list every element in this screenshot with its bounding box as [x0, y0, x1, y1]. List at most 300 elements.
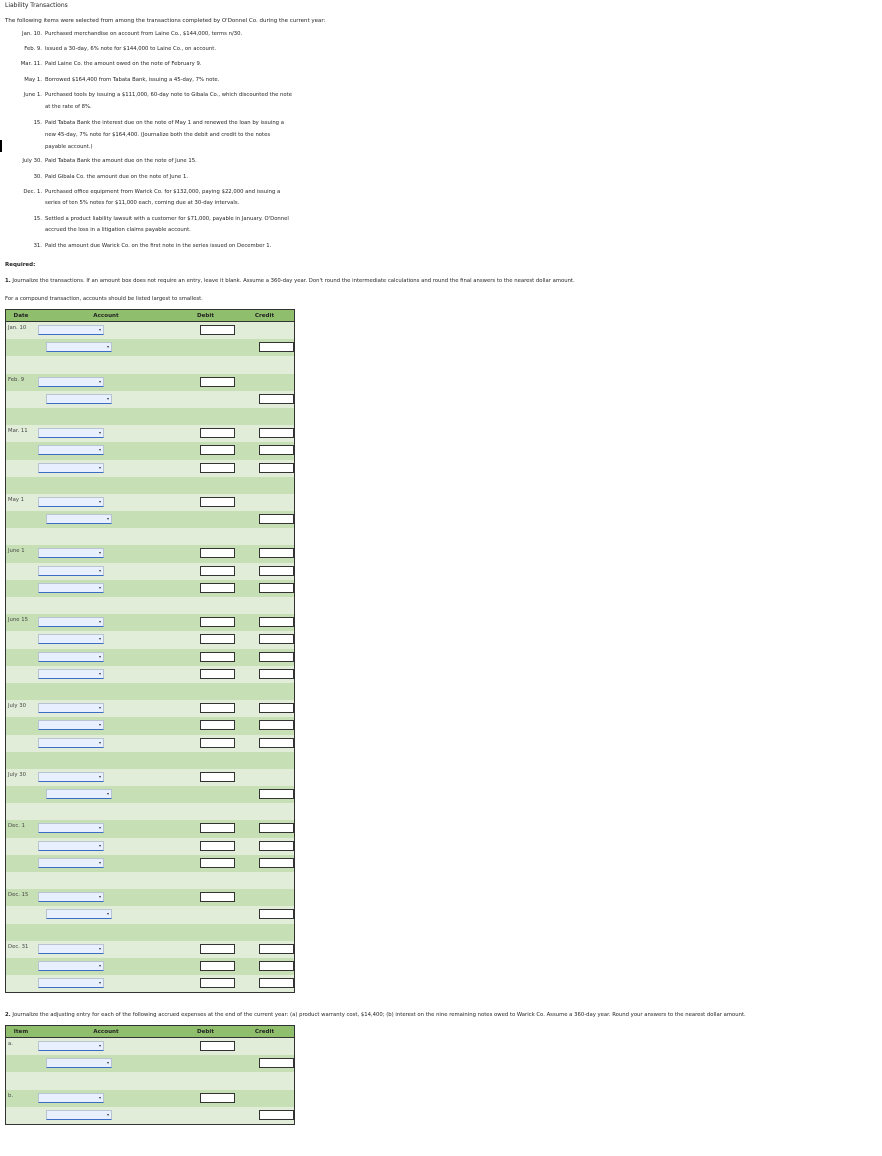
credit-input[interactable] — [259, 738, 294, 748]
journal-row — [6, 803, 295, 820]
credit-input[interactable] — [259, 1110, 294, 1120]
chevron-down-icon: ▾ — [106, 911, 109, 917]
account-select[interactable] — [38, 703, 104, 713]
date-cell — [6, 339, 37, 356]
transaction-line — [20, 58, 202, 70]
credit-cell — [235, 614, 295, 631]
journal-row — [6, 838, 295, 855]
debit-cell — [176, 631, 235, 648]
debit-input[interactable] — [200, 445, 235, 455]
debit-cell — [176, 614, 235, 631]
debit-input[interactable] — [200, 720, 235, 730]
transaction-text: Issued a 30-day, 6% note for $144,000 to Laine Co., on account. — [45, 46, 216, 52]
journal-row — [6, 1107, 295, 1125]
credit-input[interactable] — [259, 342, 294, 352]
transaction-date: May 1. — [24, 77, 42, 83]
credit-input[interactable] — [259, 823, 294, 833]
account-select[interactable] — [38, 961, 104, 971]
credit-cell — [235, 786, 295, 803]
account-cell — [36, 717, 176, 734]
chevron-down-icon: ▾ — [98, 705, 101, 711]
debit-cell — [176, 906, 235, 923]
account-cell — [36, 374, 176, 391]
credit-input[interactable] — [259, 514, 294, 524]
account-select[interactable] — [38, 325, 104, 335]
transaction-date: July 30. — [22, 158, 42, 164]
date-cell — [6, 838, 37, 855]
journal-row — [6, 1090, 295, 1107]
part2-instruction — [5, 1012, 746, 1018]
account-select[interactable] — [38, 738, 104, 748]
debit-input[interactable] — [200, 823, 235, 833]
credit-cell — [235, 666, 295, 683]
credit-input[interactable] — [259, 1058, 294, 1068]
credit-input[interactable] — [259, 548, 294, 558]
account-select[interactable] — [38, 978, 104, 988]
debit-cell — [176, 477, 235, 494]
credit-cell — [235, 460, 295, 477]
credit-cell — [235, 769, 295, 786]
chevron-down-icon: ▾ — [98, 670, 101, 676]
journal-row — [6, 597, 295, 614]
debit-cell — [176, 941, 235, 958]
debit-input[interactable] — [200, 892, 235, 902]
chevron-down-icon: ▾ — [106, 1111, 109, 1117]
date-cell — [6, 649, 37, 666]
journal-row — [6, 408, 295, 425]
debit-input[interactable] — [200, 634, 235, 644]
chevron-down-icon: ▾ — [106, 344, 109, 350]
debit-cell — [176, 752, 235, 769]
credit-input[interactable] — [259, 789, 294, 799]
account-select[interactable] — [46, 909, 112, 919]
account-select[interactable] — [38, 841, 104, 851]
date-cell — [6, 356, 37, 373]
credit-cell — [235, 855, 295, 872]
date-cell — [6, 769, 37, 786]
debit-input[interactable] — [200, 497, 235, 507]
journal-row — [6, 563, 295, 580]
account-cell — [36, 356, 176, 373]
credit-input[interactable] — [259, 583, 294, 593]
credit-input[interactable] — [259, 909, 294, 919]
chevron-down-icon: ▾ — [98, 859, 101, 865]
journal-row — [6, 941, 295, 958]
entry-date-label: June 15 — [8, 617, 28, 624]
credit-cell — [235, 631, 295, 648]
debit-cell — [176, 374, 235, 391]
chevron-down-icon: ▾ — [98, 567, 101, 573]
debit-cell — [176, 460, 235, 477]
credit-cell — [235, 735, 295, 752]
credit-cell — [235, 1038, 295, 1056]
debit-input[interactable] — [200, 738, 235, 748]
account-cell — [36, 786, 176, 803]
account-cell — [36, 460, 176, 477]
date-cell — [6, 958, 37, 975]
debit-input[interactable] — [200, 978, 235, 988]
journal-row — [6, 460, 295, 477]
date-cell — [6, 580, 37, 597]
date-cell — [6, 924, 37, 941]
credit-cell — [235, 374, 295, 391]
debit-input[interactable] — [200, 703, 235, 713]
account-cell — [36, 631, 176, 648]
journal-row — [6, 528, 295, 545]
credit-input[interactable] — [259, 961, 294, 971]
credit-cell — [235, 339, 295, 356]
debit-cell — [176, 391, 235, 408]
journal-row — [6, 735, 295, 752]
debit-cell — [176, 769, 235, 786]
account-cell — [36, 735, 176, 752]
transaction-text: at the rate of 8%. — [45, 104, 92, 110]
transaction-date: Dec. 1. — [23, 189, 42, 195]
date-cell — [6, 975, 37, 993]
date-cell — [6, 700, 37, 717]
transaction-line — [23, 89, 292, 101]
date-cell — [6, 855, 37, 872]
journal-row — [6, 356, 295, 373]
debit-cell — [176, 425, 235, 442]
credit-cell — [235, 425, 295, 442]
part1-number: 1. — [5, 278, 11, 284]
journal-row — [6, 872, 295, 889]
account-select[interactable] — [38, 772, 104, 782]
date-cell — [6, 597, 37, 614]
date-cell — [6, 528, 37, 545]
transaction-line — [33, 171, 189, 183]
account-select[interactable] — [38, 497, 104, 507]
date-cell — [6, 1055, 37, 1072]
account-cell — [36, 855, 176, 872]
account-cell — [36, 906, 176, 923]
transaction-line — [33, 117, 284, 129]
credit-input[interactable] — [259, 841, 294, 851]
journal-row — [6, 752, 295, 769]
credit-cell — [235, 752, 295, 769]
debit-cell — [176, 442, 235, 459]
credit-cell — [235, 511, 295, 528]
transaction-line — [22, 28, 243, 40]
journal-row — [6, 494, 295, 511]
debit-input[interactable] — [200, 652, 235, 662]
chevron-down-icon: ▾ — [98, 619, 101, 625]
account-select[interactable] — [38, 720, 104, 730]
credit-cell — [235, 477, 295, 494]
debit-cell — [176, 889, 235, 906]
debit-cell — [176, 1072, 235, 1089]
page-title: Liability Transactions — [5, 2, 68, 9]
debit-cell — [176, 356, 235, 373]
chevron-down-icon: ▾ — [98, 464, 101, 470]
date-cell — [6, 425, 37, 442]
transaction-date: 15. — [33, 120, 42, 126]
credit-input[interactable] — [259, 858, 294, 868]
transaction-text: Paid Laine Co. the amount owed on the note of February 9. — [45, 61, 202, 67]
transaction-line — [24, 43, 216, 55]
account-select[interactable] — [38, 548, 104, 558]
credit-cell — [235, 872, 295, 889]
account-cell — [36, 889, 176, 906]
date-cell — [6, 408, 37, 425]
debit-input[interactable] — [200, 325, 235, 335]
journal-row — [6, 683, 295, 700]
account-cell — [36, 924, 176, 941]
debit-input[interactable] — [200, 548, 235, 558]
debit-header: Debit — [176, 310, 235, 322]
transaction-line — [45, 224, 191, 236]
debit-input[interactable] — [200, 772, 235, 782]
account-cell — [36, 803, 176, 820]
account-cell — [36, 563, 176, 580]
account-select[interactable] — [38, 445, 104, 455]
transaction-text: Paid the amount due Warick Co. on the first note in the series issued on December 1. — [45, 243, 272, 249]
date-cell — [6, 683, 37, 700]
date-cell — [6, 374, 37, 391]
transaction-text: accrued the loss in a litigation claims payable account. — [45, 227, 191, 233]
date-cell — [6, 803, 37, 820]
transaction-line — [24, 74, 220, 86]
debit-cell — [176, 975, 235, 993]
account-select[interactable] — [38, 583, 104, 593]
debit-cell — [176, 1090, 235, 1107]
account-cell — [36, 752, 176, 769]
transaction-date: Feb. 9. — [24, 46, 42, 52]
account-select[interactable] — [46, 1110, 112, 1120]
entry-date-label: b. — [8, 1092, 14, 1099]
date-cell — [6, 391, 37, 408]
account-select[interactable] — [38, 652, 104, 662]
transaction-line — [33, 240, 272, 252]
debit-cell — [176, 803, 235, 820]
account-select[interactable] — [38, 1041, 104, 1051]
account-cell — [36, 442, 176, 459]
date-cell — [6, 666, 37, 683]
credit-input[interactable] — [259, 617, 294, 627]
transaction-text: Paid Tabata Bank the interest due on the note of May 1 and renewed the loan by issuing a — [45, 120, 284, 126]
chevron-down-icon: ▾ — [106, 791, 109, 797]
credit-cell — [235, 941, 295, 958]
chevron-down-icon: ▾ — [106, 1060, 109, 1066]
journal-row — [6, 1038, 295, 1056]
account-select[interactable] — [38, 892, 104, 902]
credit-input[interactable] — [259, 428, 294, 438]
chevron-down-icon: ▾ — [98, 894, 101, 900]
credit-cell — [235, 545, 295, 562]
credit-input[interactable] — [259, 566, 294, 576]
credit-cell — [235, 356, 295, 373]
transaction-line — [45, 129, 270, 141]
debit-input[interactable] — [200, 617, 235, 627]
credit-cell — [235, 906, 295, 923]
credit-input[interactable] — [259, 944, 294, 954]
credit-cell — [235, 1107, 295, 1125]
journal-row — [6, 545, 295, 562]
credit-cell — [235, 563, 295, 580]
account-select[interactable] — [38, 823, 104, 833]
account-select[interactable] — [38, 858, 104, 868]
debit-input[interactable] — [200, 428, 235, 438]
transaction-date: 15. — [33, 216, 42, 222]
account-select[interactable] — [38, 566, 104, 576]
account-select[interactable] — [38, 617, 104, 627]
date-cell — [6, 906, 37, 923]
debit-input[interactable] — [200, 1041, 235, 1051]
debit-input[interactable] — [200, 669, 235, 679]
transaction-text: Paid Gibala Co. the amount due on the note of June 1. — [45, 174, 189, 180]
account-select[interactable] — [46, 394, 112, 404]
chevron-down-icon: ▾ — [98, 773, 101, 779]
debit-input[interactable] — [200, 858, 235, 868]
debit-cell — [176, 786, 235, 803]
account-select[interactable] — [46, 789, 112, 799]
account-cell — [36, 614, 176, 631]
entry-date-label: July 30 — [8, 771, 26, 778]
debit-cell — [176, 1107, 235, 1125]
credit-cell — [235, 1090, 295, 1107]
transaction-line — [45, 101, 92, 113]
debit-input[interactable] — [200, 583, 235, 593]
part2-number: 2. — [5, 1012, 11, 1018]
debit-cell — [176, 322, 235, 340]
credit-cell — [235, 649, 295, 666]
entry-date-label: June 1 — [8, 548, 25, 555]
date-cell — [6, 322, 37, 340]
account-select[interactable] — [38, 428, 104, 438]
debit-input[interactable] — [200, 463, 235, 473]
date-cell — [6, 1090, 37, 1107]
credit-input[interactable] — [259, 652, 294, 662]
entry-date-label: May 1 — [8, 496, 25, 503]
credit-header: Credit — [235, 1026, 295, 1038]
credit-input[interactable] — [259, 720, 294, 730]
debit-cell — [176, 924, 235, 941]
debit-input[interactable] — [200, 566, 235, 576]
date-cell — [6, 442, 37, 459]
journal-table-part1 — [5, 309, 295, 993]
journal-row — [6, 717, 295, 734]
account-select[interactable] — [38, 944, 104, 954]
chevron-down-icon: ▾ — [98, 980, 101, 986]
account-select[interactable] — [38, 463, 104, 473]
journal-row — [6, 374, 295, 391]
credit-input[interactable] — [259, 669, 294, 679]
account-select[interactable] — [38, 377, 104, 387]
account-select[interactable] — [46, 514, 112, 524]
date-cell — [6, 941, 37, 958]
transaction-line — [22, 155, 197, 167]
account-cell — [36, 838, 176, 855]
account-select[interactable] — [38, 669, 104, 679]
chevron-down-icon: ▾ — [98, 584, 101, 590]
account-cell — [36, 683, 176, 700]
chevron-down-icon: ▾ — [98, 550, 101, 556]
credit-cell — [235, 1072, 295, 1089]
debit-cell — [176, 735, 235, 752]
chevron-down-icon: ▾ — [98, 739, 101, 745]
account-header: Account — [36, 310, 176, 322]
item-header: Item — [6, 1026, 37, 1038]
entry-date-label: Mar. 11 — [8, 428, 28, 435]
account-cell — [36, 1038, 176, 1056]
account-select[interactable] — [38, 634, 104, 644]
chevron-down-icon: ▾ — [98, 1094, 101, 1100]
credit-input[interactable] — [259, 634, 294, 644]
account-header: Account — [36, 1026, 176, 1038]
account-cell — [36, 425, 176, 442]
chevron-down-icon: ▾ — [98, 842, 101, 848]
date-cell — [6, 631, 37, 648]
credit-input[interactable] — [259, 703, 294, 713]
journal-row — [6, 580, 295, 597]
credit-cell — [235, 838, 295, 855]
account-select[interactable] — [46, 342, 112, 352]
transaction-text: Paid Tabata Bank the amount due on the note of June 15. — [45, 158, 197, 164]
journal-row — [6, 322, 295, 340]
debit-input[interactable] — [200, 841, 235, 851]
credit-input[interactable] — [259, 445, 294, 455]
debit-input[interactable] — [200, 1093, 235, 1103]
debit-cell — [176, 855, 235, 872]
account-cell — [36, 872, 176, 889]
debit-input[interactable] — [200, 961, 235, 971]
journal-row — [6, 1055, 295, 1072]
credit-input[interactable] — [259, 463, 294, 473]
credit-cell — [235, 580, 295, 597]
credit-cell — [235, 494, 295, 511]
date-cell — [6, 889, 37, 906]
account-cell — [36, 958, 176, 975]
transaction-text: Purchased office equipment from Warick Co. for $132,000, paying $22,000 and issuing a — [45, 189, 281, 195]
entry-date-label: Dec. 1 — [8, 823, 25, 830]
account-cell — [36, 391, 176, 408]
debit-input[interactable] — [200, 944, 235, 954]
intro-text: The following items were selected from among the transactions completed by O'Donnel Co. during the current year: — [5, 18, 326, 24]
account-select[interactable] — [46, 1058, 112, 1068]
entry-date-label: Dec. 15 — [8, 892, 29, 899]
account-select[interactable] — [38, 1093, 104, 1103]
credit-cell — [235, 528, 295, 545]
debit-cell — [176, 597, 235, 614]
transaction-text: Purchased tools by issuing a $111,000, 60-day note to Gibala Co., which discounted the note — [45, 92, 292, 98]
debit-input[interactable] — [200, 377, 235, 387]
transaction-text: Purchased merchandise on account from Laine Co., $144,000, terms n/30. — [45, 31, 243, 37]
debit-cell — [176, 649, 235, 666]
journal-row — [6, 924, 295, 941]
required-heading: Required: — [5, 262, 36, 268]
account-cell — [36, 339, 176, 356]
entry-date-label: a. — [8, 1041, 13, 1047]
credit-input[interactable] — [259, 394, 294, 404]
debit-cell — [176, 528, 235, 545]
credit-input[interactable] — [259, 978, 294, 988]
journal-row — [6, 889, 295, 906]
journal-row — [6, 906, 295, 923]
account-cell — [36, 941, 176, 958]
date-cell — [6, 477, 37, 494]
credit-cell — [235, 700, 295, 717]
journal-row — [6, 975, 295, 993]
account-cell — [36, 666, 176, 683]
transaction-line — [45, 197, 239, 209]
account-cell — [36, 477, 176, 494]
chevron-down-icon: ▾ — [106, 516, 109, 522]
account-cell — [36, 322, 176, 340]
chevron-down-icon: ▾ — [98, 722, 101, 728]
chevron-down-icon: ▾ — [98, 653, 101, 659]
date-cell — [6, 717, 37, 734]
